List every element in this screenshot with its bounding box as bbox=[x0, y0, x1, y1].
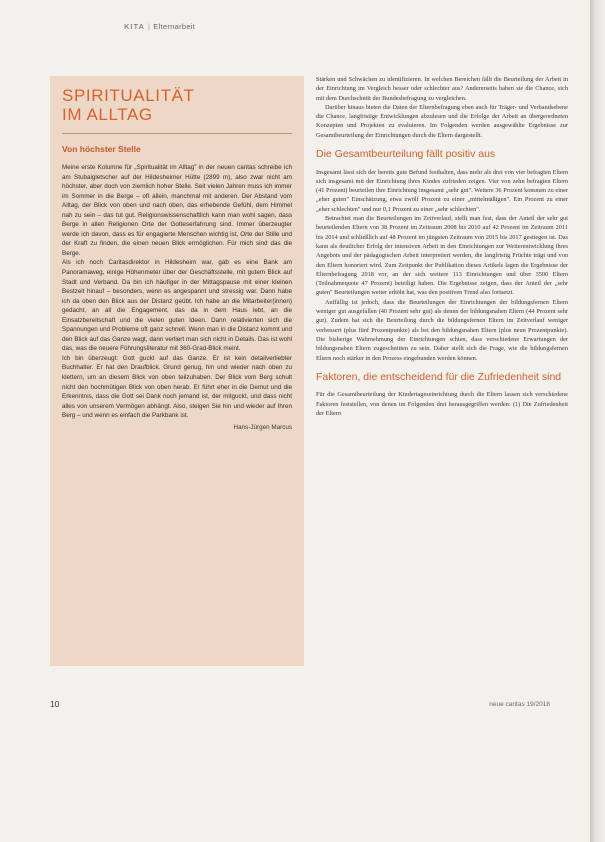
box-subtitle: Von höchster Stelle bbox=[62, 144, 141, 154]
running-head-separator: | bbox=[147, 22, 151, 31]
box-paragraph-1: Meine erste Kolumne für „Spiritualität im Alltag" in der neuen caritas schreibe ich am Stubaigletscher auf der Hildesheimer Hütte (2899 m), also zwar nicht am höchster, aber doch von ziemlich hoher Stelle. Seit vielen Jahren muss ich immer im Sommer in die Berge – oft allein, manchmal mit anderen. Der Abstand vom Alltag, der Blick von oben und nach oben, das erhebende Gefühl, dem Himmel nah zu sein – das tut gut. Religionswissenschaftlich kann man wohl sagen, dass Berge in allen Religionen Orte der Gotteserfahrung sind. Immer überzeugter werde ich davon, dass es für engagierte Menschen wichtig ist, Orte der Stille und der Kraft zu finden, die einen neuen Blick ermöglichen. Für mich sind das die Berge. bbox=[62, 164, 292, 257]
box-paragraph-2: Als ich noch Caritasdirektor in Hildesheim war, gab es eine Bank am Panoramaweg, einige Höhenmeter über der Geschäftsstelle, mit gutem Blick auf Stadt und Verband. Da bin ich häufiger in der Mittagspause mit einer kleinen Bestzeit hinauf – besonders, wenn es angespannt und stressig war. Dann habe ich da oben den Blick aus der Distanz geübt. Ich habe an die Mitarbeiter(innen) gedacht, an all die Engagement, das da in dem Haus lebt, an die Einsatzbereitschaft und die vielen guten Ideen. Dann relativierten sich die Spannungen und Probleme oft ganz schnell. Wenn man in die Distanz kommt und den Blick auf das Ganze wagt, dann verliert man sich nicht in Details. Das ist wohl das, was die neuere Führungsliteratur mit 360-Grad-Blick meint. bbox=[62, 259, 292, 353]
box-paragraph-3: Ich bin überzeugt: Gott guckt auf das Ganze. Er ist kein detailverliebter Buchhalter. Er hat den Draufblick. Grund genug, hin und wieder nach oben zu klettern, um an diesem Blick von oben teilzuhaben. Der Blick vom Berg schult nicht den hochmütigen Blick von oben herab. Er führt eher in die Demut und die Erkenntnis, dass die Gott sei Dank noch jemand ist, der mitguckt, und dass nicht alles von unserem Vermögen abhängt. Also, steigen Sie hin und wieder auf Ihren Berg – und wenn es einfach die Parkbank ist. bbox=[62, 354, 292, 420]
page-edge-shadow bbox=[590, 0, 605, 842]
box-title bbox=[62, 86, 292, 124]
section-heading-overall-rating: Die Gesamtbeurteilung fällt positiv aus bbox=[316, 148, 496, 161]
magazine-issue: neue caritas 19/2018 bbox=[489, 701, 550, 708]
page-number: 10 bbox=[50, 699, 60, 709]
box-title-line2: IM ALLTAG bbox=[62, 105, 153, 124]
box-divider bbox=[62, 133, 292, 134]
box-signature: Hans-Jürgen Marcus bbox=[233, 423, 292, 431]
article-paragraph: Betrachtet man die Beurteilungen im Zeitverlauf, stellt man fest, dass der Anteil der sehr gut beurteilenden Eltern von 38 Prozent im Zeitraum 2008 bis 2010 auf 42 Prozent im Zeitraum 2011 bis 2014 und schließlich auf 48 Prozent im jüngsten Zeitraum von 2015 bis 2017 gestiegen ist. Das kann als deutlicher Erfolg der intensiven Arbeit in den Einrichtungen zur Weiterentwicklung ihres Angebots und der pädagogischen Arbeit interpretiert werden, die langfristig Früchte trägt und von den Eltern honoriert wird. Zum Zeitpunkt der Publikation dieses Artikels lagen die Ergebnisse der Elternbefragung 2018 vor, an der sich weitere 113 Einrichtungen und über 3500 Eltern (Teilnahmequote 47 Prozent) beteiligt haben. Die Ergebnisse zeigen, dass der Anteil der „sehr guten" Beurteilungen weiter erhöht hat, was den positiven Trend also fortsetzt. bbox=[316, 215, 568, 297]
spirituality-column-box bbox=[50, 76, 304, 666]
running-head-section: KITA bbox=[124, 22, 145, 31]
article-paragraph: Darüber hinaus bieten die Daten der Elternbefragung eben auch für Träger- und Verbandsebene die Chance, langfristige Entwicklungen abzulesen und die Erfolge der Arbeit an übergeordneten Konzepten und Projekten zu evaluieren. Im Folgenden werden ausgewählte Ergebnisse zur Gesamtbeurteilung der Einrichtungen durch die Eltern dargestellt. bbox=[316, 103, 568, 139]
article-paragraph: Insgesamt lässt sich der bereits gute Befund festhalten, dass mehr als drei von vier befragten Eltern sich insgesamt mit der Einrichtung ihres Kindes zufrieden zeigen. Vier von zehn befragten Eltern (41 Prozent) beurteilen ihre Einrichtung insgesamt „sehr gut". Weitere 36 Prozent kommen zu einer „eher guten" Einschätzung, etwa zwölf Prozent zu einer „mittelmäßigen". Ein Prozent zu einer „eher schlechten" und nur 0,1 Prozent zu einer „sehr schlechten". bbox=[316, 168, 568, 213]
running-head-topic: Elternarbeit bbox=[153, 22, 196, 31]
box-title-line1: SPIRITUALITÄT bbox=[62, 86, 195, 105]
article-paragraph: Stärken und Schwächen zu identifizieren. In welchen Bereichen fällt die Beurteilung der Arbeit in der Einrichtung im Vergleich besser oder schlechter aus? Andererseits haben sie die Chance, sich mit dem Durchschnitt der Bundesbefragung zu vergleichen. bbox=[316, 76, 568, 102]
box-body bbox=[62, 163, 292, 421]
article-paragraph: Auffällig ist jedoch, dass die Beurteilungen der Einrichtungen der bildungsfernen Eltern weniger gut ausgefallen (40 Prozent sehr gut) als denen der bildungsnahen Eltern (44 Prozent sehr gut). Zudem hat sich die Beurteilung durch die bildungsfernen Eltern im Zeitverlauf weniger verbessert (plus fünf Prozentpunkte) als bei den bildungsnahen Eltern (plus neun Prozentpunkte). Die bisherige Wahrnehmung der Einrichtungen schien, dass verschiedene Erwartungen der bildungsnahen Eltern zugeschnitten zu sein. Daher stellt sich die Frage, wie die bildungsfernen Eltern noch stärker in den Prozess eingebunden werden können. bbox=[316, 298, 568, 362]
article-column bbox=[316, 75, 568, 418]
section-heading-satisfaction-factors: Faktoren, die entscheidend für die Zufriedenheit sind bbox=[316, 370, 562, 383]
running-head bbox=[124, 22, 195, 31]
article-paragraph: Für die Gesamtbeurteilung der Kindertageseinrichtung durch die Eltern lassen sich verschiedene Faktoren feststellen, von denen im Folgenden drei herausgegriffen werden: (1) Die Zufriedenheit der Eltern bbox=[316, 391, 568, 417]
